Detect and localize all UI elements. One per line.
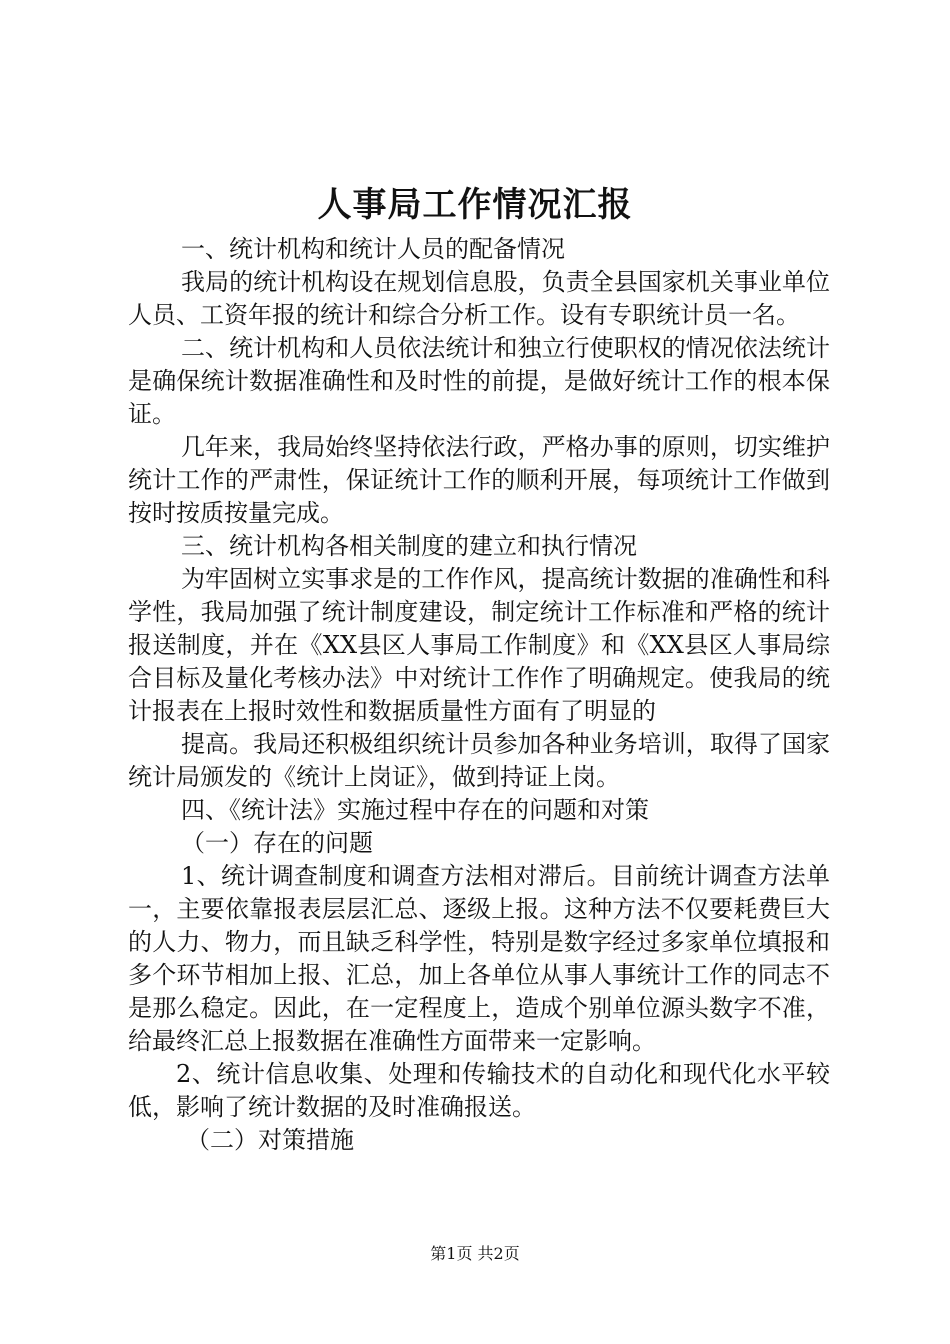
paragraph-problem-1: 1、统计调查制度和调查方法相对滞后。目前统计调查方法单一，主要依靠报表层层汇总、逐级上报。这种方法不仅要耗费巨大的人力、物力，而且缺乏科学性，特别是数字经过多家单位填报和多个环节相加上报、汇总，加上各单位从事人事统计工作的同志不是那么稳定。因此，在一定程度上，造成个别单位源头数字不准，给最终汇总上报数据在准确性方面带来一定影响。 [128, 862, 830, 1055]
document-body [128, 233, 830, 1157]
paragraph-lawful-practice: 几年来，我局始终坚持依法行政，严格办事的原则，切实维护统计工作的严肃性，保证统计工作的顺利开展，每项统计工作做到按时按质按量完成。 [128, 433, 830, 527]
document-title: 人事局工作情况汇报 [317, 185, 633, 225]
section-heading-3: 三、统计机构各相关制度的建立和执行情况 [181, 532, 637, 560]
section-heading-2: 二、统计机构和人员依法统计和独立行使职权的情况依法统计是确保统计数据准确性和及时性的前提，是做好统计工作的根本保证。 [128, 334, 830, 428]
subsection-heading-problems: （一）存在的问题 [181, 829, 373, 857]
paragraph-system-building: 为牢固树立实事求是的工作作风，提高统计数据的准确性和科学性，我局加强了统计制度建设，制定统计工作标准和严格的统计报送制度，并在《XX县区人事局工作制度》和《XX县区人事局综合目标及量化考核办法》中对统计工作作了明确规定。使我局的统计报表在上报时效性和数据质量性方面有了明显的 [128, 565, 830, 725]
section-heading-4: 四、《统计法》实施过程中存在的问题和对策 [181, 796, 649, 824]
paragraph-problem-2: 2、统计信息收集、处理和传输技术的自动化和现代化水平较低，影响了统计数据的及时准确报送。 [128, 1060, 830, 1121]
subsection-heading-measures: （二）对策措施 [186, 1126, 354, 1154]
section-heading-1: 一、统计机构和统计人员的配备情况 [181, 235, 565, 263]
paragraph-staffing: 我局的统计机构设在规划信息股，负责全县国家机关事业单位人员、工资年报的统计和综合分析工作。设有专职统计员一名。 [128, 268, 830, 329]
page-number-footer: 第1页 共2页 [430, 1244, 520, 1263]
paragraph-training: 提高。我局还积极组织统计员参加各种业务培训，取得了国家统计局颁发的《统计上岗证》，做到持证上岗。 [128, 730, 830, 791]
